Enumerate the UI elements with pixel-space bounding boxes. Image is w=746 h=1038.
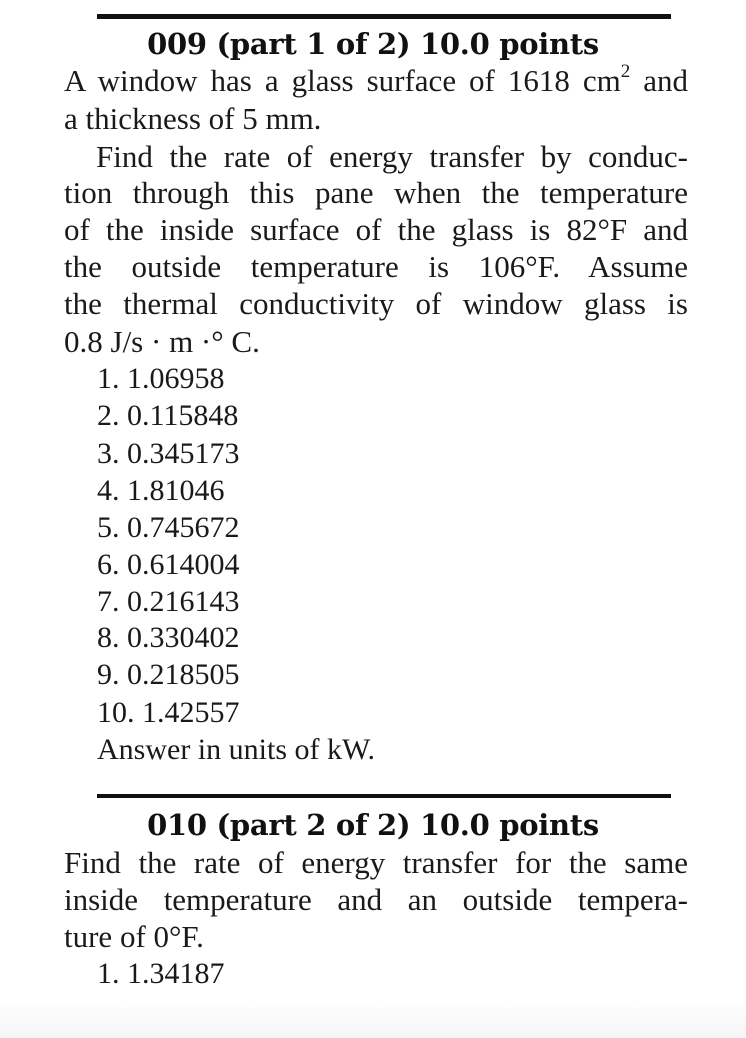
text-fragment: A window has a glass surface of 1618 cm: [64, 63, 621, 98]
answer-option-5: 5. 0.745672: [97, 511, 240, 544]
answer-units: Answer in units of kW.: [97, 733, 376, 766]
question-1-text-line-4: tion through this pane when the temperature: [64, 175, 688, 210]
answer-option-8: 8. 0.330402: [97, 621, 240, 654]
question-2-answer-option-1: 1. 1.34187: [97, 957, 225, 990]
answer-option-1: 1. 1.06958: [97, 362, 225, 395]
answer-option-3: 3. 0.345173: [97, 437, 240, 470]
question-1-text-line-7: the thermal conductivity of window glass is: [64, 286, 688, 321]
section-divider: [97, 794, 671, 798]
question-2-heading: 010 (part 2 of 2) 10.0 points: [147, 808, 599, 842]
question-1-text-line-8: 0.8 J/s · m ·° C.: [64, 324, 260, 359]
answer-option-10: 10. 1.42557: [97, 696, 240, 729]
answer-option-2: 2. 0.115848: [97, 399, 239, 432]
question-1-heading: 009 (part 1 of 2) 10.0 points: [147, 27, 599, 61]
question-2-text-line-1: Find the rate of energy transfer for the same: [64, 845, 688, 880]
top-divider: [97, 14, 671, 19]
answer-option-6: 6. 0.614004: [97, 548, 240, 581]
question-2-text-line-3: ture of 0°F.: [64, 919, 204, 954]
answer-option-7: 7. 0.216143: [97, 585, 240, 618]
superscript: 2: [620, 60, 631, 82]
answer-option-9: 9. 0.218505: [97, 658, 240, 691]
question-2-text-line-2: inside temperature and an outside tempera-: [64, 882, 688, 917]
question-1-text-line-2: a thickness of 5 mm.: [64, 101, 322, 136]
question-1-text-line-6: the outside temperature is 106°F. Assume: [64, 249, 688, 284]
question-1-text-line-5: of the inside surface of the glass is 82°F and: [64, 212, 688, 247]
question-1-text-line-3: Find the rate of energy transfer by conduc-: [96, 139, 688, 174]
text-fragment: and: [630, 63, 688, 98]
answer-option-4: 4. 1.81046: [97, 474, 225, 507]
question-1-text-line-1: [64, 60, 688, 99]
